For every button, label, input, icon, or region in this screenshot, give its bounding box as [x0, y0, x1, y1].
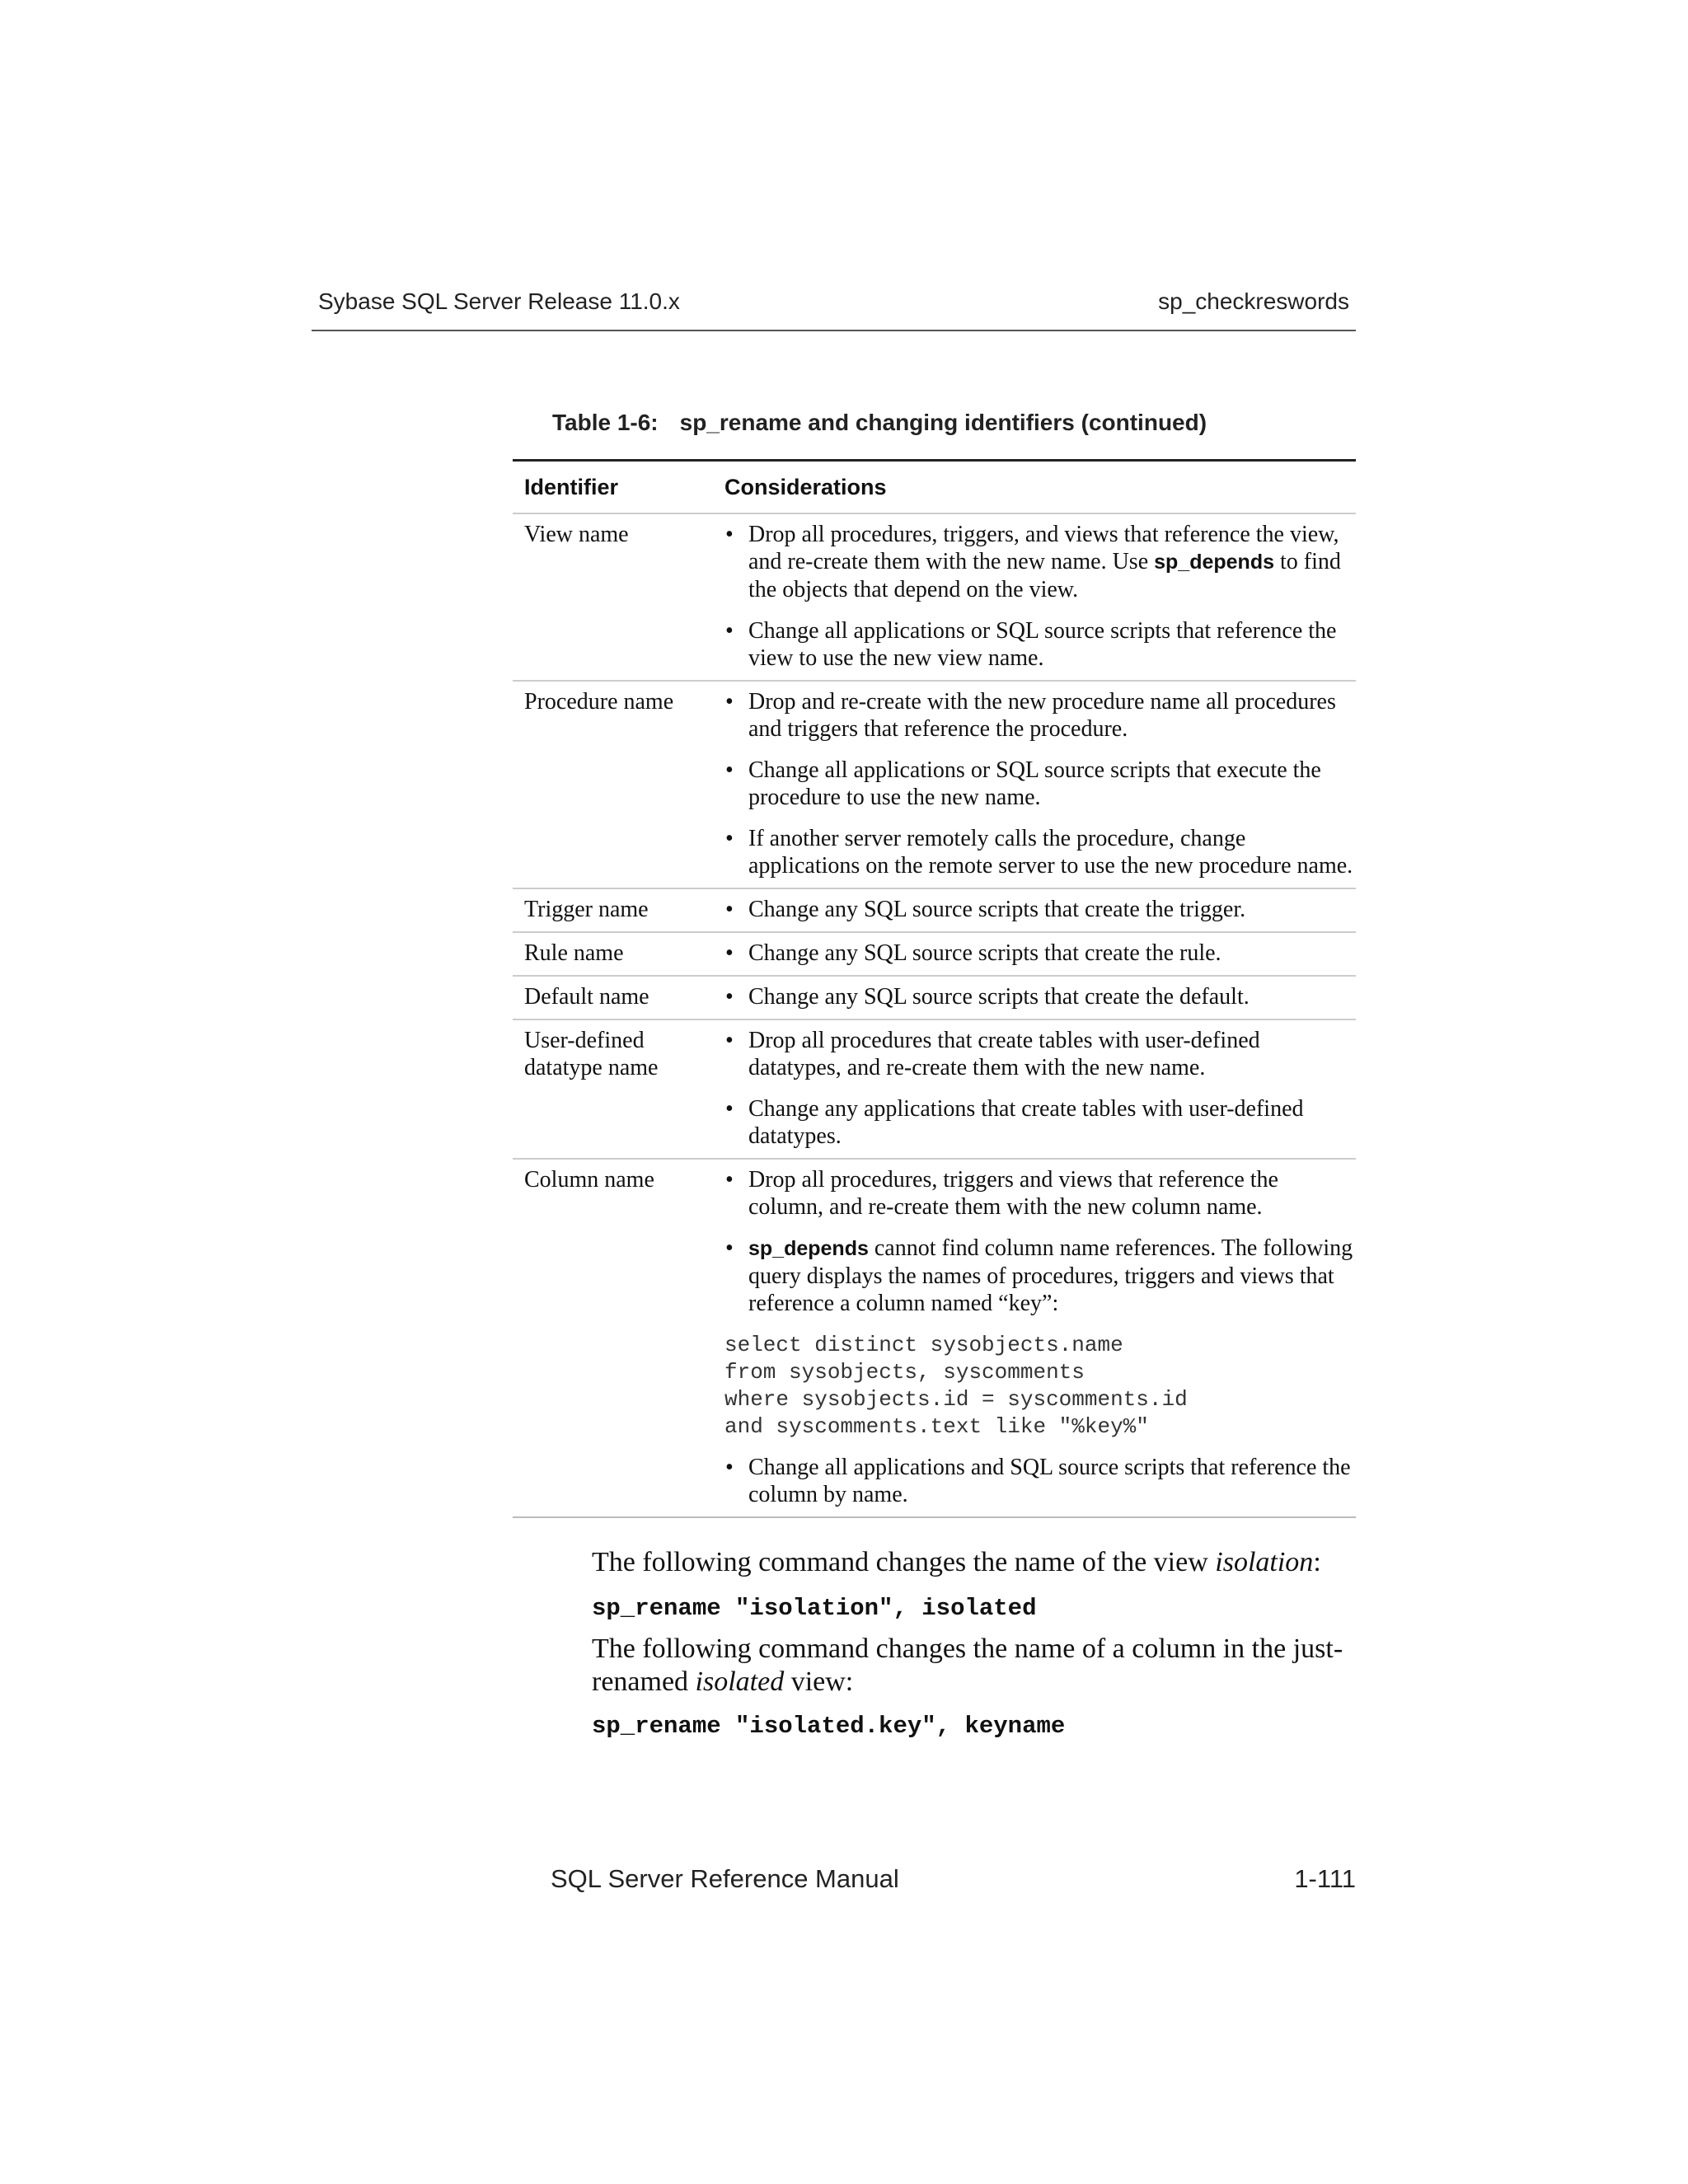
- bullet-item: • If another server remotely calls the procedure, change applications on the remote server to use the new procedure name.: [724, 825, 1356, 879]
- bullet-item: • Change any SQL source scripts that create the rule.: [724, 940, 1356, 967]
- considerations-cell: [724, 983, 1356, 1010]
- table-row: [513, 1160, 1356, 1518]
- running-footer: [551, 1864, 1356, 1897]
- body-paragraph-rename-column: The following command changes the name of a column in the just-renamed isolated view:: [592, 1633, 1343, 1697]
- considerations-cell: [724, 940, 1356, 967]
- code-example-rename-view: sp_rename "isolation", isolated: [592, 1595, 1037, 1622]
- bullet-item: • Change any SQL source scripts that create the trigger.: [724, 896, 1356, 923]
- body-paragraph-rename-view: The following command changes the name of the view isolation:: [592, 1547, 1321, 1577]
- inline-code: sp_depends: [1154, 551, 1274, 574]
- header-product-title: Sybase SQL Server Release 11.0.x: [318, 288, 680, 314]
- bullet-item: • Change all applications or SQL source scripts that execute the procedure to use the new name.: [724, 757, 1356, 811]
- bullet-item: • sp_depends cannot find column name references. The following query displays the names of procedures, triggers and views that reference a column named “key”:: [724, 1235, 1356, 1317]
- table-row: [513, 514, 1356, 682]
- table-row: [513, 682, 1356, 889]
- identifier-cell: View name: [524, 522, 629, 547]
- table-row: [513, 977, 1356, 1020]
- table-caption-number: Table 1-6:: [552, 410, 659, 435]
- bullet-item: • Drop all procedures, triggers, and views that reference the view, and re-create them with the new name. Use sp_depends to find the objects that depend on the view.: [724, 521, 1356, 603]
- bullet-item: • Change all applications or SQL source scripts that reference the view to use the new view name.: [724, 617, 1356, 672]
- identifier-cell: Rule name: [524, 940, 624, 966]
- view-name-isolation: isolation: [1215, 1547, 1314, 1577]
- bullet-item: • Drop and re-create with the new procedure name all procedures and triggers that reference the procedure.: [724, 688, 1356, 743]
- view-name-isolated: isolated: [695, 1666, 785, 1697]
- considerations-cell: [724, 521, 1356, 672]
- identifier-cell: Procedure name: [524, 689, 674, 715]
- running-header: [312, 288, 1356, 331]
- footer-manual-title: SQL Server Reference Manual: [551, 1864, 899, 1893]
- bullet-item: • Drop all procedures, triggers and views that reference the column, and re-create them with the new column name.: [724, 1166, 1356, 1221]
- bullet-item: • Change any SQL source scripts that create the default.: [724, 983, 1356, 1010]
- considerations-cell: [724, 896, 1356, 923]
- code-example-rename-column: sp_rename "isolated.key", keyname: [592, 1713, 1066, 1740]
- page-number: 1-111: [1294, 1864, 1356, 1893]
- column-header-considerations: Considerations: [724, 475, 887, 499]
- identifiers-table: [513, 459, 1356, 1518]
- identifier-cell: User-defined datatype name: [524, 1028, 659, 1080]
- header-section-title: sp_checkreswords: [1158, 288, 1349, 314]
- considerations-cell: [724, 1027, 1356, 1150]
- table-caption-title: sp_rename and changing identifiers (continued): [679, 410, 1207, 435]
- identifier-cell: Column name: [524, 1167, 654, 1193]
- table-row: [513, 1020, 1356, 1160]
- column-header-identifier: Identifier: [524, 475, 619, 499]
- considerations-cell: [724, 688, 1356, 879]
- table-header-row: [513, 462, 1356, 514]
- inline-code: sp_depends: [748, 1237, 869, 1260]
- identifier-cell: Default name: [524, 984, 649, 1010]
- bullet-item: • Change any applications that create tables with user-defined datatypes.: [724, 1095, 1356, 1150]
- bullet-item: • Drop all procedures that create tables with user-defined datatypes, and re-create them with the new name.: [724, 1027, 1356, 1081]
- considerations-cell: [724, 1166, 1356, 1508]
- identifier-cell: Trigger name: [524, 897, 649, 922]
- table-row: [513, 889, 1356, 933]
- table-caption: [552, 410, 1207, 436]
- sql-query-code-block: select distinct sysobjects.name from sysobjects, syscomments where sysobjects.id = syscomments.id and syscomments.text like "%key%": [724, 1333, 1188, 1439]
- bullet-item: • Change all applications and SQL source scripts that reference the column by name.: [724, 1454, 1356, 1508]
- table-row: [513, 933, 1356, 977]
